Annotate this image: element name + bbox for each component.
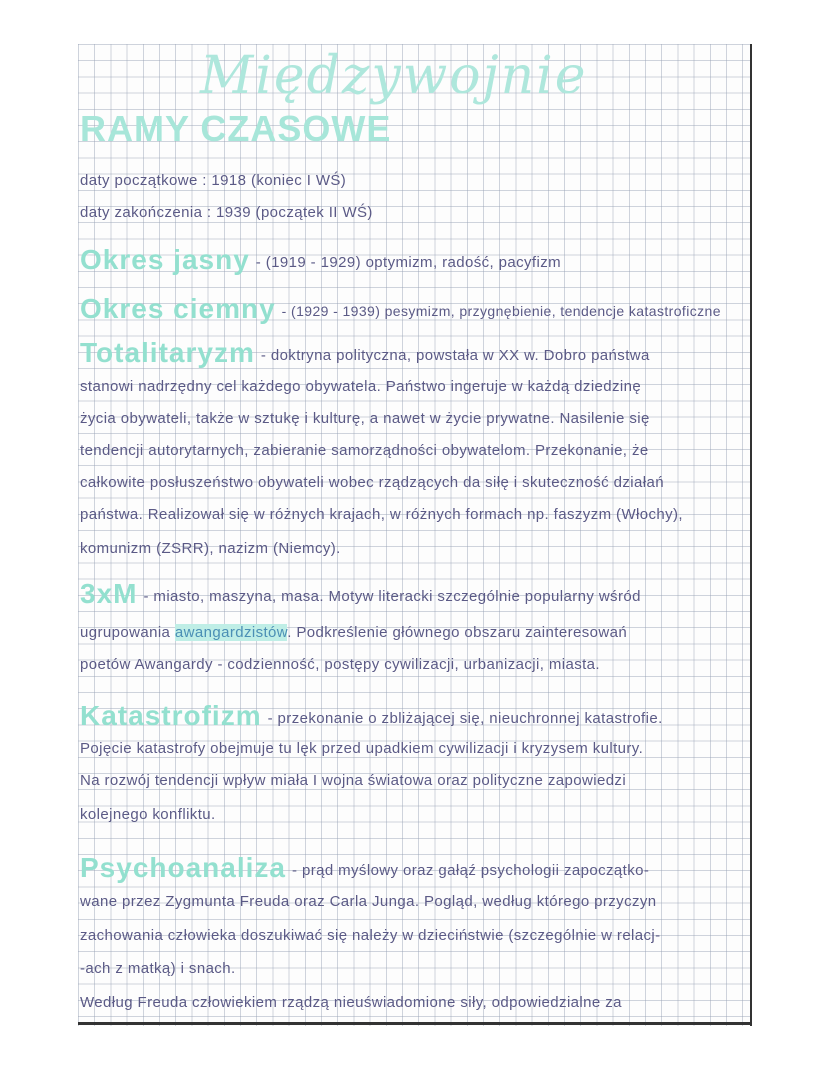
text-line: życia obywateli, także w sztukę i kulturę, a nawet w życie prywatne. Nasilenie się [80,410,650,427]
okres-jasny-line [80,244,561,276]
definition-text: - (1929 - 1939) pesymizm, przygnębienie, tendencje katastroficzne [281,303,721,319]
section-heading: RAMY CZASOWE [80,108,392,149]
definition-text: - przekonanie o zbliżającej się, nieuchronnej katastrofie. [267,710,663,727]
definition-text: - doktryna polityczna, powstała w XX w. Dobro państwa [260,347,650,364]
highlighted-word: awangardzistów [174,624,288,641]
definition-text: - prąd myślowy oraz gałąź psychologii zapoczątko- [291,862,650,879]
start-date-line: daty początkowe : 1918 (koniec I WŚ) [80,172,347,189]
text-line: tendencji autorytarnych, zabieranie samorządności obywatelom. Przekonanie, że [80,442,649,459]
3xm-line [80,578,641,610]
psychoanaliza-line [80,852,649,884]
text-line: zachowania człowieka doszukiwać się należy w dzieciństwie (szczególnie w relacj- [80,927,661,944]
text-line: całkowite posłuszeństwo obywateli wobec rządzących da siłę i skuteczność działań [80,474,664,491]
totalitaryzm-line [80,337,650,369]
term-psychoanaliza: Psychoanaliza [80,852,286,883]
text-line: państwa. Realizował się w różnych krajach, w różnych formach np. faszyzm (Włochy), [80,506,683,523]
text-line [80,624,627,641]
text-line: Według Freuda człowiekiem rządzą nieuświadomione siły, odpowiedzialne za [80,994,622,1011]
okres-ciemny-line [80,293,721,325]
definition-text: - (1919 - 1929) optymizm, radość, pacyfizm [255,254,562,271]
term-totalitaryzm: Totalitaryzm [80,337,255,368]
text-line: Na rozwój tendencji wpływ miała I wojna światowa oraz polityczne zapowiedzi [80,772,627,789]
text-line: wane przez Zygmunta Freuda oraz Carla Junga. Pogląd, według którego przyczyn [80,893,657,910]
text-line: komunizm (ZSRR), nazizm (Niemcy). [80,540,341,557]
term-okres-jasny: Okres jasny [80,244,250,275]
text-line: Pojęcie katastrofy obejmuje tu lęk przed upadkiem cywilizacji i kryzysem kultury. [80,740,644,757]
text-line: -ach z matką) i snach. [80,960,236,977]
term-katastrofizm: Katastrofizm [80,700,262,731]
text-line: poetów Awangardy - codzienność, postępy cywilizacji, urbanizacji, miasta. [80,656,600,673]
text-segment: . Podkreślenie głównego obszaru zainteresowań [287,624,628,641]
text-segment: ugrupowania [80,624,175,641]
katastrofizm-line [80,700,663,732]
page-edge [78,1022,752,1025]
term-3xm: 3xM [80,578,138,609]
page-title: Międzywojnie [200,46,588,106]
text-line: kolejnego konfliktu. [80,806,216,823]
text-line: stanowi nadrzędny cel każdego obywatela. Państwo ingeruje w każdą dziedzinę [80,378,642,395]
definition-text: - miasto, maszyna, masa. Motyw literacki szczególnie popularny wśród [143,588,641,605]
end-date-line: daty zakończenia : 1939 (początek II WŚ) [80,204,373,221]
term-okres-ciemny: Okres ciemny [80,293,276,324]
